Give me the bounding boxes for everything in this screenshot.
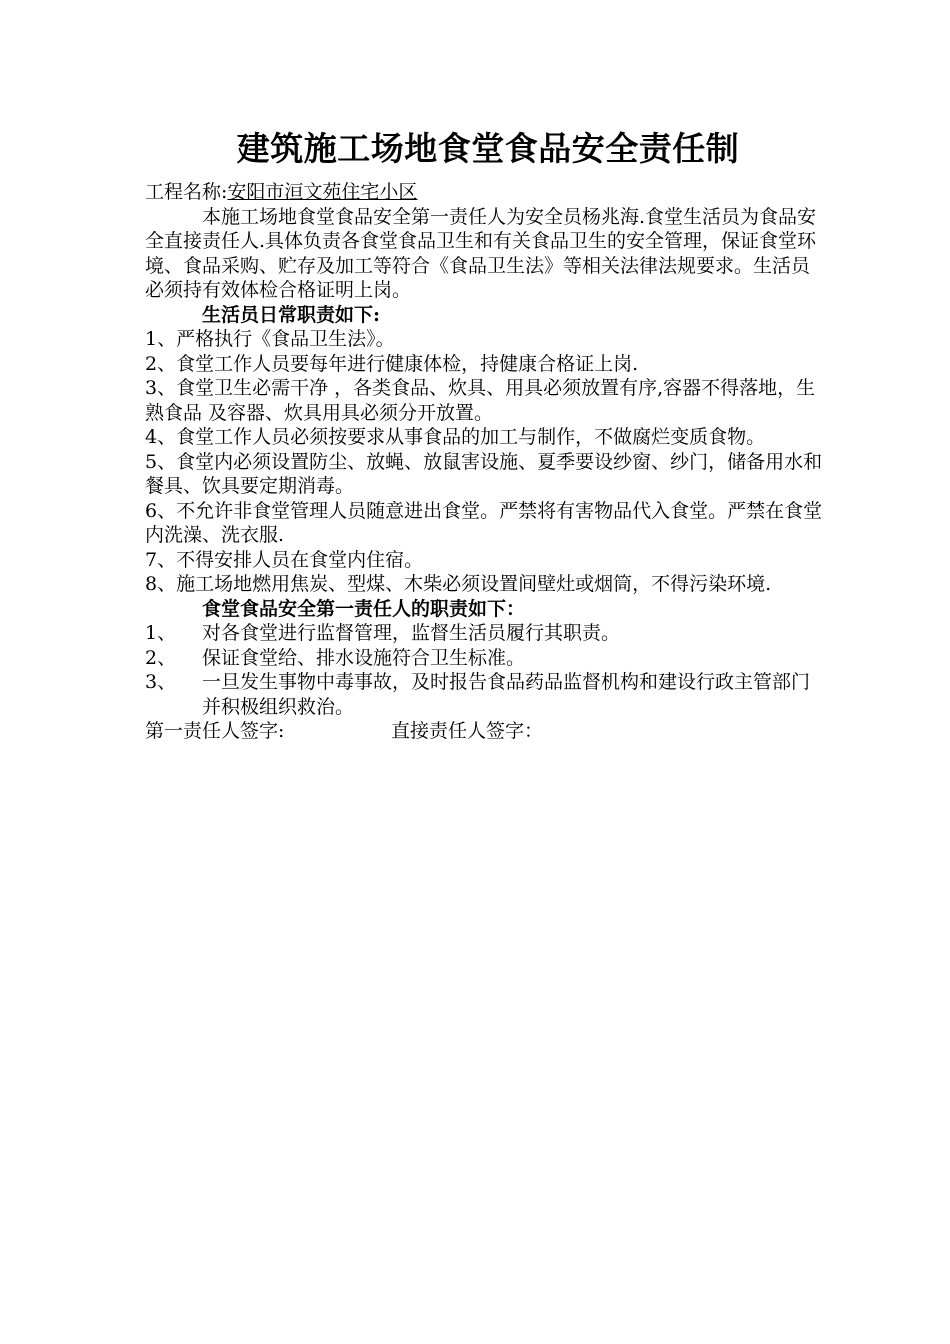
leader-duty-number: 1、 (145, 622, 177, 644)
direct-responsible-signature-label: 直接责任人签字： (391, 720, 544, 742)
staff-duty-item: 8、施工场地燃用焦炭、型煤、木柴必须设置间壁灶或烟筒，不得污染环境. (145, 573, 772, 595)
staff-duty-item: 6、不允许非食堂管理人员随意进出食堂。严禁将有害物品代入食堂。严禁在食堂内洗澡、洗衣服. (145, 499, 823, 546)
staff-duty-item: 1、严格执行《食品卫生法》。 (145, 328, 395, 350)
staff-duties-heading: 生活员日常职责如下: (202, 303, 381, 326)
signature-row (145, 719, 825, 744)
project-name: 安阳市洹文苑住宅小区 (227, 181, 418, 203)
staff-duty-item: 7、不得安排人员在食堂内住宿。 (145, 548, 424, 571)
staff-duty-item: 2、食堂工作人员要每年进行健康体检，持健康合格证上岗. (145, 352, 639, 375)
document-title: 建筑施工场地食堂食品安全责任制 (236, 129, 740, 168)
leader-duty-item (145, 646, 825, 671)
leader-duty-text: 保证食堂给、排水设施符合卫生标准。 (202, 646, 526, 669)
staff-duty-item: 4、食堂工作人员必须按要求从事食品的加工与制作，不做腐烂变质食物。 (145, 426, 766, 448)
leader-duty-text: 对各食堂进行监督管理，监督生活员履行其职责。 (202, 622, 621, 644)
project-label: 工程名称: (145, 181, 228, 203)
leader-duty-text: 一旦发生事物中毒事故，及时报告食品药品监督机构和建设行政主管部门并积极组织救治。 (202, 671, 811, 718)
leader-duty-number: 3、 (145, 671, 177, 693)
leader-duty-number: 2、 (145, 646, 177, 669)
leader-duty-item (145, 621, 825, 646)
project-line (145, 180, 825, 205)
intro-paragraph: 本施工场地食堂食品安全第一责任人为安全员杨兆海.食堂生活员为食品安全直接责任人.具体负责各食堂食品卫生和有关食品卫生的安全管理，保证食堂环境、食品采购、贮存及加工等符合《食品卫生法》等相关法律法规要求。生活员必须持有效体检合格证明上岗。 (145, 205, 817, 301)
staff-duty-item: 5、食堂内必须设置防尘、放蝇、放鼠害设施、夏季要设纱窗、纱门，储备用水和餐具、饮具要定期消毒。 (145, 450, 823, 497)
leader-duty-item (145, 670, 825, 719)
document-page (145, 126, 825, 744)
leader-duties-heading: 食堂食品安全第一责任人的职责如下： (202, 597, 526, 620)
first-responsible-signature-label: 第一责任人签字: (145, 720, 285, 742)
staff-duty-item: 3、食堂卫生必需干净 ，各类食品、炊具、用具必须放置有序,容器不得落地，生熟食品 及容器、炊具用具必须分开放置。 (145, 377, 816, 424)
